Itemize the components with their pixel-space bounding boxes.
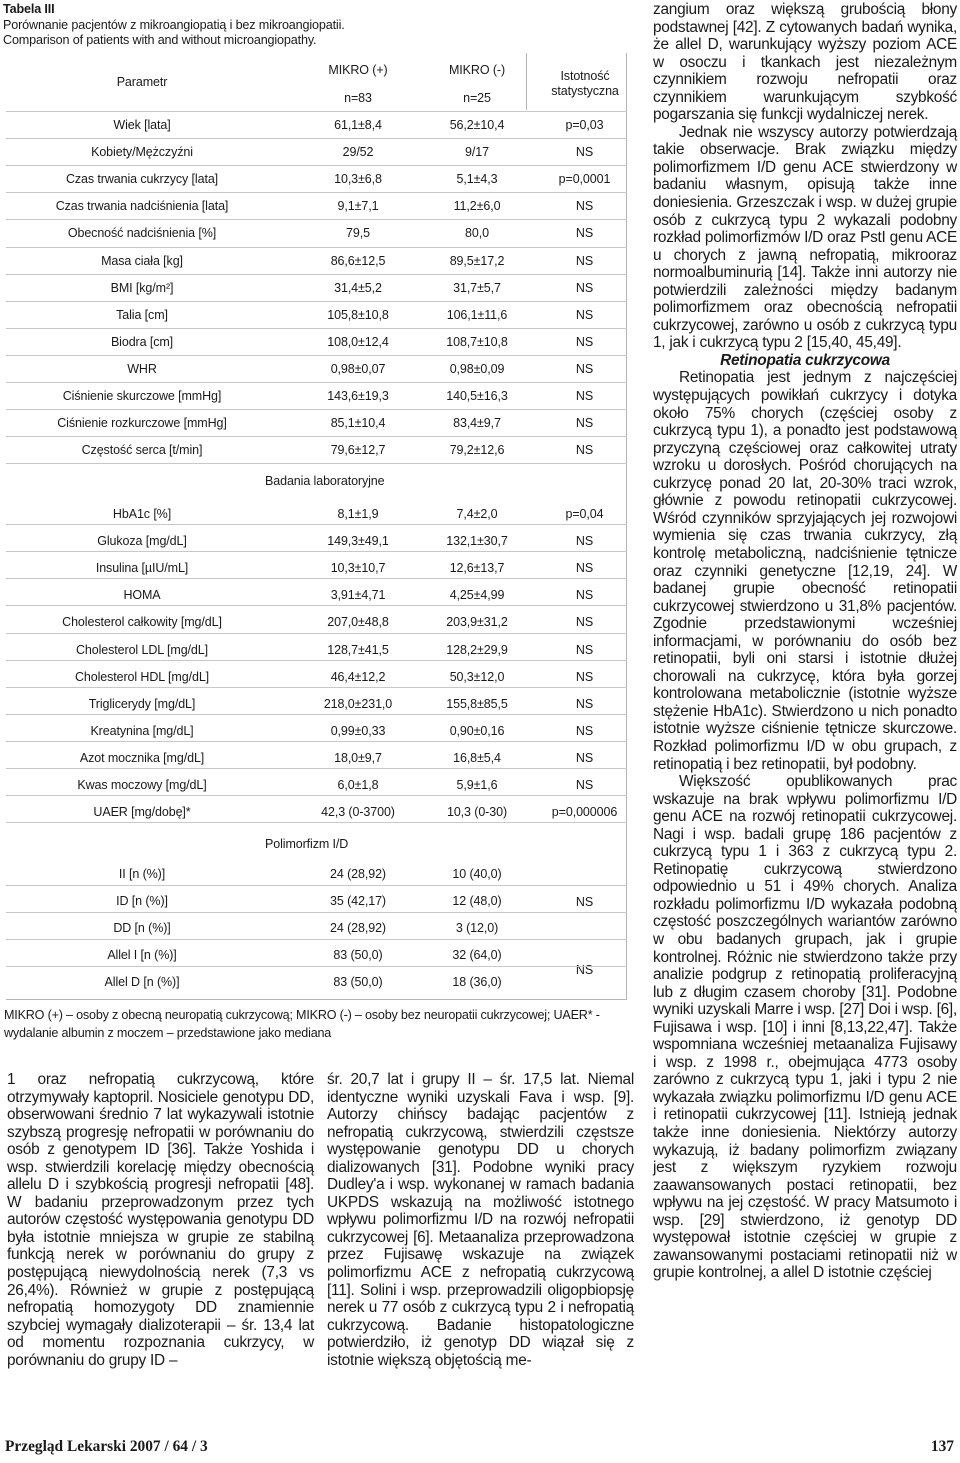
table-rule bbox=[6, 912, 627, 913]
journal-footer: Przegląd Lekarski 2007 / 64 / 3 bbox=[5, 1438, 208, 1455]
row-mikro-plus: 61,1±8,4 bbox=[334, 118, 382, 132]
table-rule bbox=[6, 436, 627, 437]
row-significance: NS bbox=[575, 361, 594, 376]
row-significance: p=0,0001 bbox=[558, 172, 611, 187]
row-significance: NS bbox=[575, 534, 594, 549]
row-mikro-minus: 10 (40,0) bbox=[452, 867, 502, 881]
row-mikro-minus: 80,0 bbox=[465, 226, 489, 241]
row-mikro-minus: 16,8±5,4 bbox=[453, 750, 501, 765]
row-mikro-plus: 149,3±49,1 bbox=[327, 534, 389, 549]
row-param: UAER [mg/dobę]* bbox=[93, 805, 191, 820]
table-rule bbox=[6, 355, 627, 356]
table-rule bbox=[6, 633, 627, 634]
row-param: Allel D [n (%)] bbox=[104, 975, 180, 990]
table-rule bbox=[6, 605, 627, 606]
row-significance: p=0,03 bbox=[565, 118, 604, 132]
table-rule bbox=[6, 714, 627, 715]
row-mikro-plus: 42,3 (0-3700) bbox=[321, 805, 395, 820]
row-significance: NS bbox=[575, 253, 594, 268]
table-caption bbox=[3, 2, 635, 49]
row-mikro-minus: 89,5±17,2 bbox=[449, 253, 505, 268]
row-mikro-minus: 0,98±0,09 bbox=[449, 361, 505, 376]
row-param: Glukoza [mg/dL] bbox=[97, 534, 187, 549]
header-n2: n=25 bbox=[463, 91, 491, 105]
row-mikro-plus: 31,4±5,2 bbox=[334, 280, 382, 295]
header-divider bbox=[526, 53, 527, 110]
header-significance: Istotność statystyczna bbox=[551, 69, 619, 98]
row-mikro-plus: 10,3±10,7 bbox=[330, 561, 386, 576]
row-param: Cholesterol całkowity [mg/dL] bbox=[62, 615, 222, 630]
row-significance: NS bbox=[575, 443, 594, 458]
row-param: Kreatynina [mg/dL] bbox=[90, 723, 194, 738]
row-significance: NS bbox=[575, 145, 594, 160]
row-param: Cholesterol LDL [mg/dL] bbox=[75, 642, 209, 657]
row-param: Azot mocznika [mg/dL] bbox=[79, 750, 205, 765]
page-number: 137 bbox=[930, 1438, 954, 1455]
row-mikro-plus: 79,5 bbox=[346, 226, 370, 241]
row-param: ID [n (%)] bbox=[116, 894, 168, 909]
table-rule bbox=[6, 966, 627, 967]
row-mikro-plus: 83 (50,0) bbox=[333, 975, 383, 990]
row-param: Allel I [n (%)] bbox=[107, 948, 177, 963]
row-param: Ciśnienie rozkurczowe [mmHg] bbox=[57, 416, 227, 431]
text-column-1 bbox=[7, 1071, 314, 1369]
row-mikro-plus: 0,99±0,33 bbox=[330, 723, 386, 738]
comparison-table bbox=[6, 53, 627, 1000]
row-mikro-plus: 9,1±7,1 bbox=[337, 199, 379, 214]
row-mikro-minus: 83,4±9,7 bbox=[453, 416, 501, 431]
table-rule bbox=[6, 328, 627, 329]
row-param: Obecność nadciśnienia [%] bbox=[67, 226, 217, 241]
table-rule bbox=[6, 741, 627, 742]
row-mikro-minus: 12 (48,0) bbox=[452, 894, 502, 909]
row-mikro-minus: 203,9±31,2 bbox=[446, 615, 508, 630]
table-rule bbox=[6, 660, 627, 661]
row-param: Masa ciała [kg] bbox=[101, 253, 183, 268]
row-mikro-minus: 18 (36,0) bbox=[452, 975, 502, 990]
row-mikro-minus: 3 (12,0) bbox=[455, 921, 499, 936]
table-rule bbox=[6, 551, 627, 552]
table-rule bbox=[6, 578, 627, 579]
row-significance: NS bbox=[575, 778, 594, 792]
row-significance: NS bbox=[575, 416, 594, 431]
row-mikro-plus: 85,1±10,4 bbox=[330, 416, 386, 431]
row-mikro-plus: 86,6±12,5 bbox=[330, 253, 386, 268]
row-param: HbA1c [%] bbox=[112, 507, 172, 521]
row-param: Kobiety/Mężczyźni bbox=[91, 145, 193, 160]
row-mikro-plus: 105,8±10,8 bbox=[327, 307, 389, 322]
row-mikro-minus: 128,2±29,9 bbox=[446, 642, 508, 657]
row-param: Triglicerydy [mg/dL] bbox=[88, 696, 196, 711]
row-mikro-minus: 9/17 bbox=[465, 145, 489, 160]
row-mikro-minus: 10,3 (0-30) bbox=[446, 805, 508, 820]
row-param: II [n (%)] bbox=[118, 867, 166, 881]
row-param: Insulina [µIU/mL] bbox=[95, 561, 189, 576]
table-rule bbox=[6, 463, 627, 464]
table-footnote: MIKRO (+) – osoby z obecną neuropatią cukrzycową; MIKRO (-) – osoby bez neuropatii cukrzycowej; UAER* - wydalanie albumin z moczem – przedstawione jako mediana bbox=[4, 1008, 600, 1040]
paragraph: Jednak nie wszyscy autorzy potwierdzają takie obserwacje. Brak związku między polimorfizmem I/D genu ACE stwierdzony w badaniu własnym, opisują także inne doniesienia. Grzeszczak i wsp. w dużej grupie osób z cukrzycą typu 2 wykazali podobny rozkład polimorfizmów I/D oraz PstI genu ACE u chorych z jawną nefropatią, mikrooraz normoalbuminurią [14]. Także inni autorzy nie potwierdzili zależności między badanym polimorfizmem oraz obecnością nefropatii cukrzycowej, zarówno u osób z cukrzycą typu 1, jak i cukrzycą typu 2 [15,40, 45,49]. bbox=[653, 123, 957, 352]
table-rule bbox=[6, 301, 627, 302]
row-significance: NS bbox=[575, 226, 594, 241]
table-rule bbox=[6, 219, 627, 220]
row-param: Kwas moczowy [mg/dL] bbox=[77, 778, 207, 792]
row-mikro-minus: 5,1±4,3 bbox=[456, 172, 498, 187]
header-param: Parametr bbox=[116, 75, 168, 89]
table-rule bbox=[6, 138, 627, 139]
row-param: BMI [kg/m²] bbox=[110, 280, 174, 295]
row-param: Talia [cm] bbox=[116, 307, 168, 322]
section-poly-heading: Polimorfizm I/D bbox=[265, 837, 349, 851]
table-rule bbox=[6, 939, 627, 940]
row-mikro-plus: 24 (28,92) bbox=[330, 921, 386, 936]
row-significance: NS bbox=[575, 389, 594, 403]
poly-sig-genotype: NS bbox=[575, 895, 594, 909]
row-mikro-plus: 6,0±1,8 bbox=[337, 778, 379, 792]
paragraph: Retinopatia jest jednym z najczęściej występujących powikłań cukrzycy i dotyka około 75% chorych (częściej osoby z cukrzycą typu 1), a ponadto jest podstawową przyczyną częściowej oraz całkowitej utraty wzroku u dorosłych. Pośród chorujących na cukrzycę ponad 20 lat, 20-30% traci wzrok, głównie z powodu retinopatii cukrzycowej. Wśród czynników sprzyjających jej rozwojowi wymienia się czas trwania cukrzycy, złą kontrolę metaboliczną, nadciśnienie tętnicze oraz czynniki genetyczne [12,19, 24]. W badanej grupie obecność retinopatii cukrzycowej stwierdzono u 31,8% pacjentów. Zgodnie przedstawionymi wcześniej informacjami, w porównaniu do osób bez retinopatii, byli oni starsi i istotnie dłużej chorowali na cukrzycę, która była gorzej kontrolowana metabolicznie (istotnie wyższe stężenie HbA1c). Stwierdzono u nich ponadto istotnie wyższe ciśnienie tętnicze skurczowe. Rozkład polimorfizmu I/D w obu grupach, z retinopatią i bez retinopatii, był podobny. bbox=[653, 369, 957, 773]
paragraph: śr. 20,7 lat i grupy II – śr. 17,5 lat. Niemal identyczne wyniki uzyskali Fava i wsp. [9]. Autorzy chińscy badając pacjentów z nefropatią cukrzycową, stwierdzili częstsze występowanie genotypu DD u chorych dializowanych [31]. Podobne wyniki pracy Dudley'a i wsp. wykonanej w ramach badania UKPDS wskazują na możliwość istotnego wpływu polimorfizmu I/D na rozwój nefropatii cukrzycowej [6]. Metaanaliza przeprowadzona przez Fujisawę wskazuje na związek polimorfizmu ACE z nefropatią cukrzycową [11]. Solini i wsp. przeprowadzili oligopbiopsję nerek u 77 osób z cukrzycą typu 2 i nefropatią cukrzycową. Badanie histopatologiczne potwierdziło, iż genotyp DD wiązał się z istotnie większą objętością me- bbox=[327, 1071, 634, 1369]
row-mikro-minus: 56,2±10,4 bbox=[449, 118, 505, 132]
table-rule bbox=[6, 192, 627, 193]
row-mikro-plus: 10,3±6,8 bbox=[334, 172, 382, 187]
row-mikro-minus: 5,9±1,6 bbox=[456, 778, 498, 792]
row-mikro-plus: 24 (28,92) bbox=[330, 867, 386, 881]
table-number: Tabela III bbox=[3, 2, 55, 16]
row-mikro-plus: 143,6±19,3 bbox=[327, 389, 389, 403]
paragraph: 1 oraz nefropatią cukrzycową, które otrzymywały kaptopril. Nosiciele genotypu DD, obserwowani średnio 7 lat wykazywali istotnie szybszą progresję nefropatii w porównaniu do osób z genotypem ID [36]. Także Yoshida i wsp. stwierdzili korelację między obecnością allelu D i szybkością progresji nefropatii [48]. W badaniu przeprowadzonym przez tych autorów częstość występowania genotypu DD była istotnie mniejsza w grupie ze stabilną funkcją nerek w porównaniu do grupy z postępującą niewydolnością nerek (7,3 vs 26,4%). Również w grupie z postępującą nefropatią homozygoty DD znamiennie szybciej wymagały dializoterapii – śr. 13,4 lat od momentu rozpoznania cukrzycy, w porównaniu do grupy ID – bbox=[7, 1071, 314, 1369]
text-column-3 bbox=[653, 1, 957, 1282]
row-significance: NS bbox=[575, 696, 594, 711]
table-rule bbox=[6, 111, 627, 112]
row-mikro-plus: 0,98±0,07 bbox=[330, 361, 386, 376]
poly-sig-allele: NS bbox=[575, 963, 594, 977]
row-significance: NS bbox=[575, 561, 594, 576]
row-significance: NS bbox=[575, 642, 594, 657]
row-mikro-minus: 12,6±13,7 bbox=[449, 561, 505, 576]
row-param: Czas trwania nadciśnienia [lata] bbox=[55, 199, 229, 214]
row-mikro-minus: 7,4±2,0 bbox=[456, 507, 498, 521]
row-mikro-minus: 140,5±16,3 bbox=[446, 389, 508, 403]
row-mikro-plus: 29/52 bbox=[342, 145, 374, 160]
table-rule bbox=[6, 524, 627, 525]
row-mikro-minus: 4,25±4,99 bbox=[449, 588, 505, 603]
header-group1: MIKRO (+) bbox=[328, 63, 388, 77]
row-significance: NS bbox=[575, 750, 594, 765]
header-group2: MIKRO (-) bbox=[448, 63, 506, 77]
row-mikro-plus: 8,1±1,9 bbox=[337, 507, 379, 521]
row-mikro-minus: 50,3±12,0 bbox=[449, 669, 505, 684]
section-lab-heading: Badania laboratoryjne bbox=[265, 474, 385, 488]
table-rule bbox=[6, 274, 627, 275]
table-rule bbox=[6, 247, 627, 248]
row-significance: NS bbox=[575, 280, 594, 295]
table-rule bbox=[6, 822, 627, 823]
row-significance: NS bbox=[575, 588, 594, 603]
paragraph: zangium oraz większą grubością błony podstawnej [42]. Z cytowanych badań wynika, że allel D, warunkujący wyższy poziom ACE w osoczu i tkankach jest niezależnym czynnikiem rozwoju nefropatii oraz czynnikiem warunkującym szybkość pogarszania się funkcji wydalniczej nerek. bbox=[653, 1, 957, 124]
row-param: HOMA bbox=[123, 588, 161, 603]
row-mikro-minus: 0,90±0,16 bbox=[449, 723, 505, 738]
row-significance: p=0,04 bbox=[565, 507, 604, 521]
row-param: Częstość serca [t/min] bbox=[81, 443, 203, 458]
row-mikro-plus: 108,0±12,4 bbox=[327, 334, 389, 349]
row-mikro-plus: 128,7±41,5 bbox=[327, 642, 389, 657]
section-heading: Retinopatia cukrzycowa bbox=[720, 351, 890, 369]
row-mikro-plus: 218,0±231,0 bbox=[323, 696, 393, 711]
row-mikro-plus: 18,0±9,7 bbox=[334, 750, 382, 765]
row-param: DD [n (%)] bbox=[113, 921, 171, 936]
table-rule bbox=[6, 409, 627, 410]
table-rule bbox=[6, 687, 627, 688]
row-param: Wiek [lata] bbox=[113, 118, 171, 132]
row-mikro-minus: 79,2±12,6 bbox=[449, 443, 505, 458]
row-significance: NS bbox=[575, 307, 594, 322]
row-mikro-minus: 106,1±11,6 bbox=[446, 307, 508, 322]
row-param: Ciśnienie skurczowe [mmHg] bbox=[62, 389, 222, 403]
table-rule bbox=[6, 382, 627, 383]
row-mikro-plus: 83 (50,0) bbox=[333, 948, 383, 963]
row-significance: NS bbox=[575, 615, 594, 630]
row-mikro-plus: 46,4±12,2 bbox=[330, 669, 386, 684]
row-mikro-plus: 79,6±12,7 bbox=[330, 443, 386, 458]
row-param: Biodra [cm] bbox=[110, 334, 174, 349]
header-n1: n=83 bbox=[344, 91, 372, 105]
row-significance: NS bbox=[575, 334, 594, 349]
row-significance: NS bbox=[575, 669, 594, 684]
row-mikro-minus: 31,7±5,7 bbox=[453, 280, 501, 295]
table-rule bbox=[6, 885, 627, 886]
row-mikro-minus: 11,2±6,0 bbox=[453, 199, 501, 214]
row-significance: NS bbox=[575, 199, 594, 214]
table-title-pl: Porównanie pacjentów z mikroangiopatią i bez mikroangiopatii. bbox=[3, 17, 345, 32]
table-rule bbox=[6, 165, 627, 166]
row-mikro-minus: 108,7±10,8 bbox=[446, 334, 508, 349]
table-rule bbox=[6, 795, 627, 796]
paragraph: Większość opublikowanych prac wskazuje na brak wpływu polimorfizmu I/D genu ACE na rozwój retinopatii cukrzycowej. Nagi i wsp. badali grupę 186 pacjentów z cukrzycą typu 1 i 363 z cukrzycą typu 2. Retinopatię cukrzycową stwierdzono odpowiednio u 51 i 49% chorych. Analiza rozkładu polimorfizmu I/D wykazała podobną częstość poszczególnych wariantów zarówno w obu badanych grupach, jak i grupie kontrolnej. Różnic nie stwierdzono także przy analizie podgrup z retinopatią proliferacyjną lub z długim czasem choroby [31]. Podobne wyniki uzyskali Marre i wsp. [27] Doi i wsp. [6], Fujisawa i wsp. [10] i inni [8,13,22,47]. Także wspomniana wcześniej metaanaliza Fujisawy i wsp. z 1998 r., obejmująca 4773 osoby zarówno z cukrzycą typu 1, jaki i typu 2 nie wykazała związku polimorfizmu I/D genu ACE i retinopatii cukrzycowej [11]. Istnieją jednak także inne doniesienia. Niektórzy autorzy wykazują, iż badany polimorfizm związany jest z większym ryzykiem rozwoju zaawansowanych postaci retinopatii, bez wpływu na jej częstość. W pracy Matsumoto i wsp. [29] stwierdzono, iż genotyp DD występował istotnie częściej w grupie z zawansowanymi postaciami retinopatii niż w grupie kontrolnej, a allel D istotnie częściej bbox=[653, 773, 957, 1282]
row-mikro-plus: 35 (42,17) bbox=[330, 894, 386, 909]
row-significance: p=0,000006 bbox=[551, 805, 618, 820]
row-significance: NS bbox=[575, 723, 594, 738]
row-mikro-plus: 3,91±4,71 bbox=[330, 588, 386, 603]
table-rule bbox=[6, 768, 627, 769]
text-column-2 bbox=[327, 1071, 634, 1369]
row-param: WHR bbox=[127, 361, 157, 376]
row-mikro-plus: 207,0±48,8 bbox=[327, 615, 389, 630]
row-mikro-minus: 132,1±30,7 bbox=[446, 534, 508, 549]
row-param: Cholesterol HDL [mg/dL] bbox=[74, 669, 210, 684]
table-title-en: Comparison of patients with and without microangiopathy. bbox=[3, 33, 317, 48]
row-mikro-minus: 32 (64,0) bbox=[452, 948, 502, 963]
row-param: Czas trwania cukrzycy [lata] bbox=[65, 172, 219, 187]
row-mikro-minus: 155,8±85,5 bbox=[446, 696, 508, 711]
